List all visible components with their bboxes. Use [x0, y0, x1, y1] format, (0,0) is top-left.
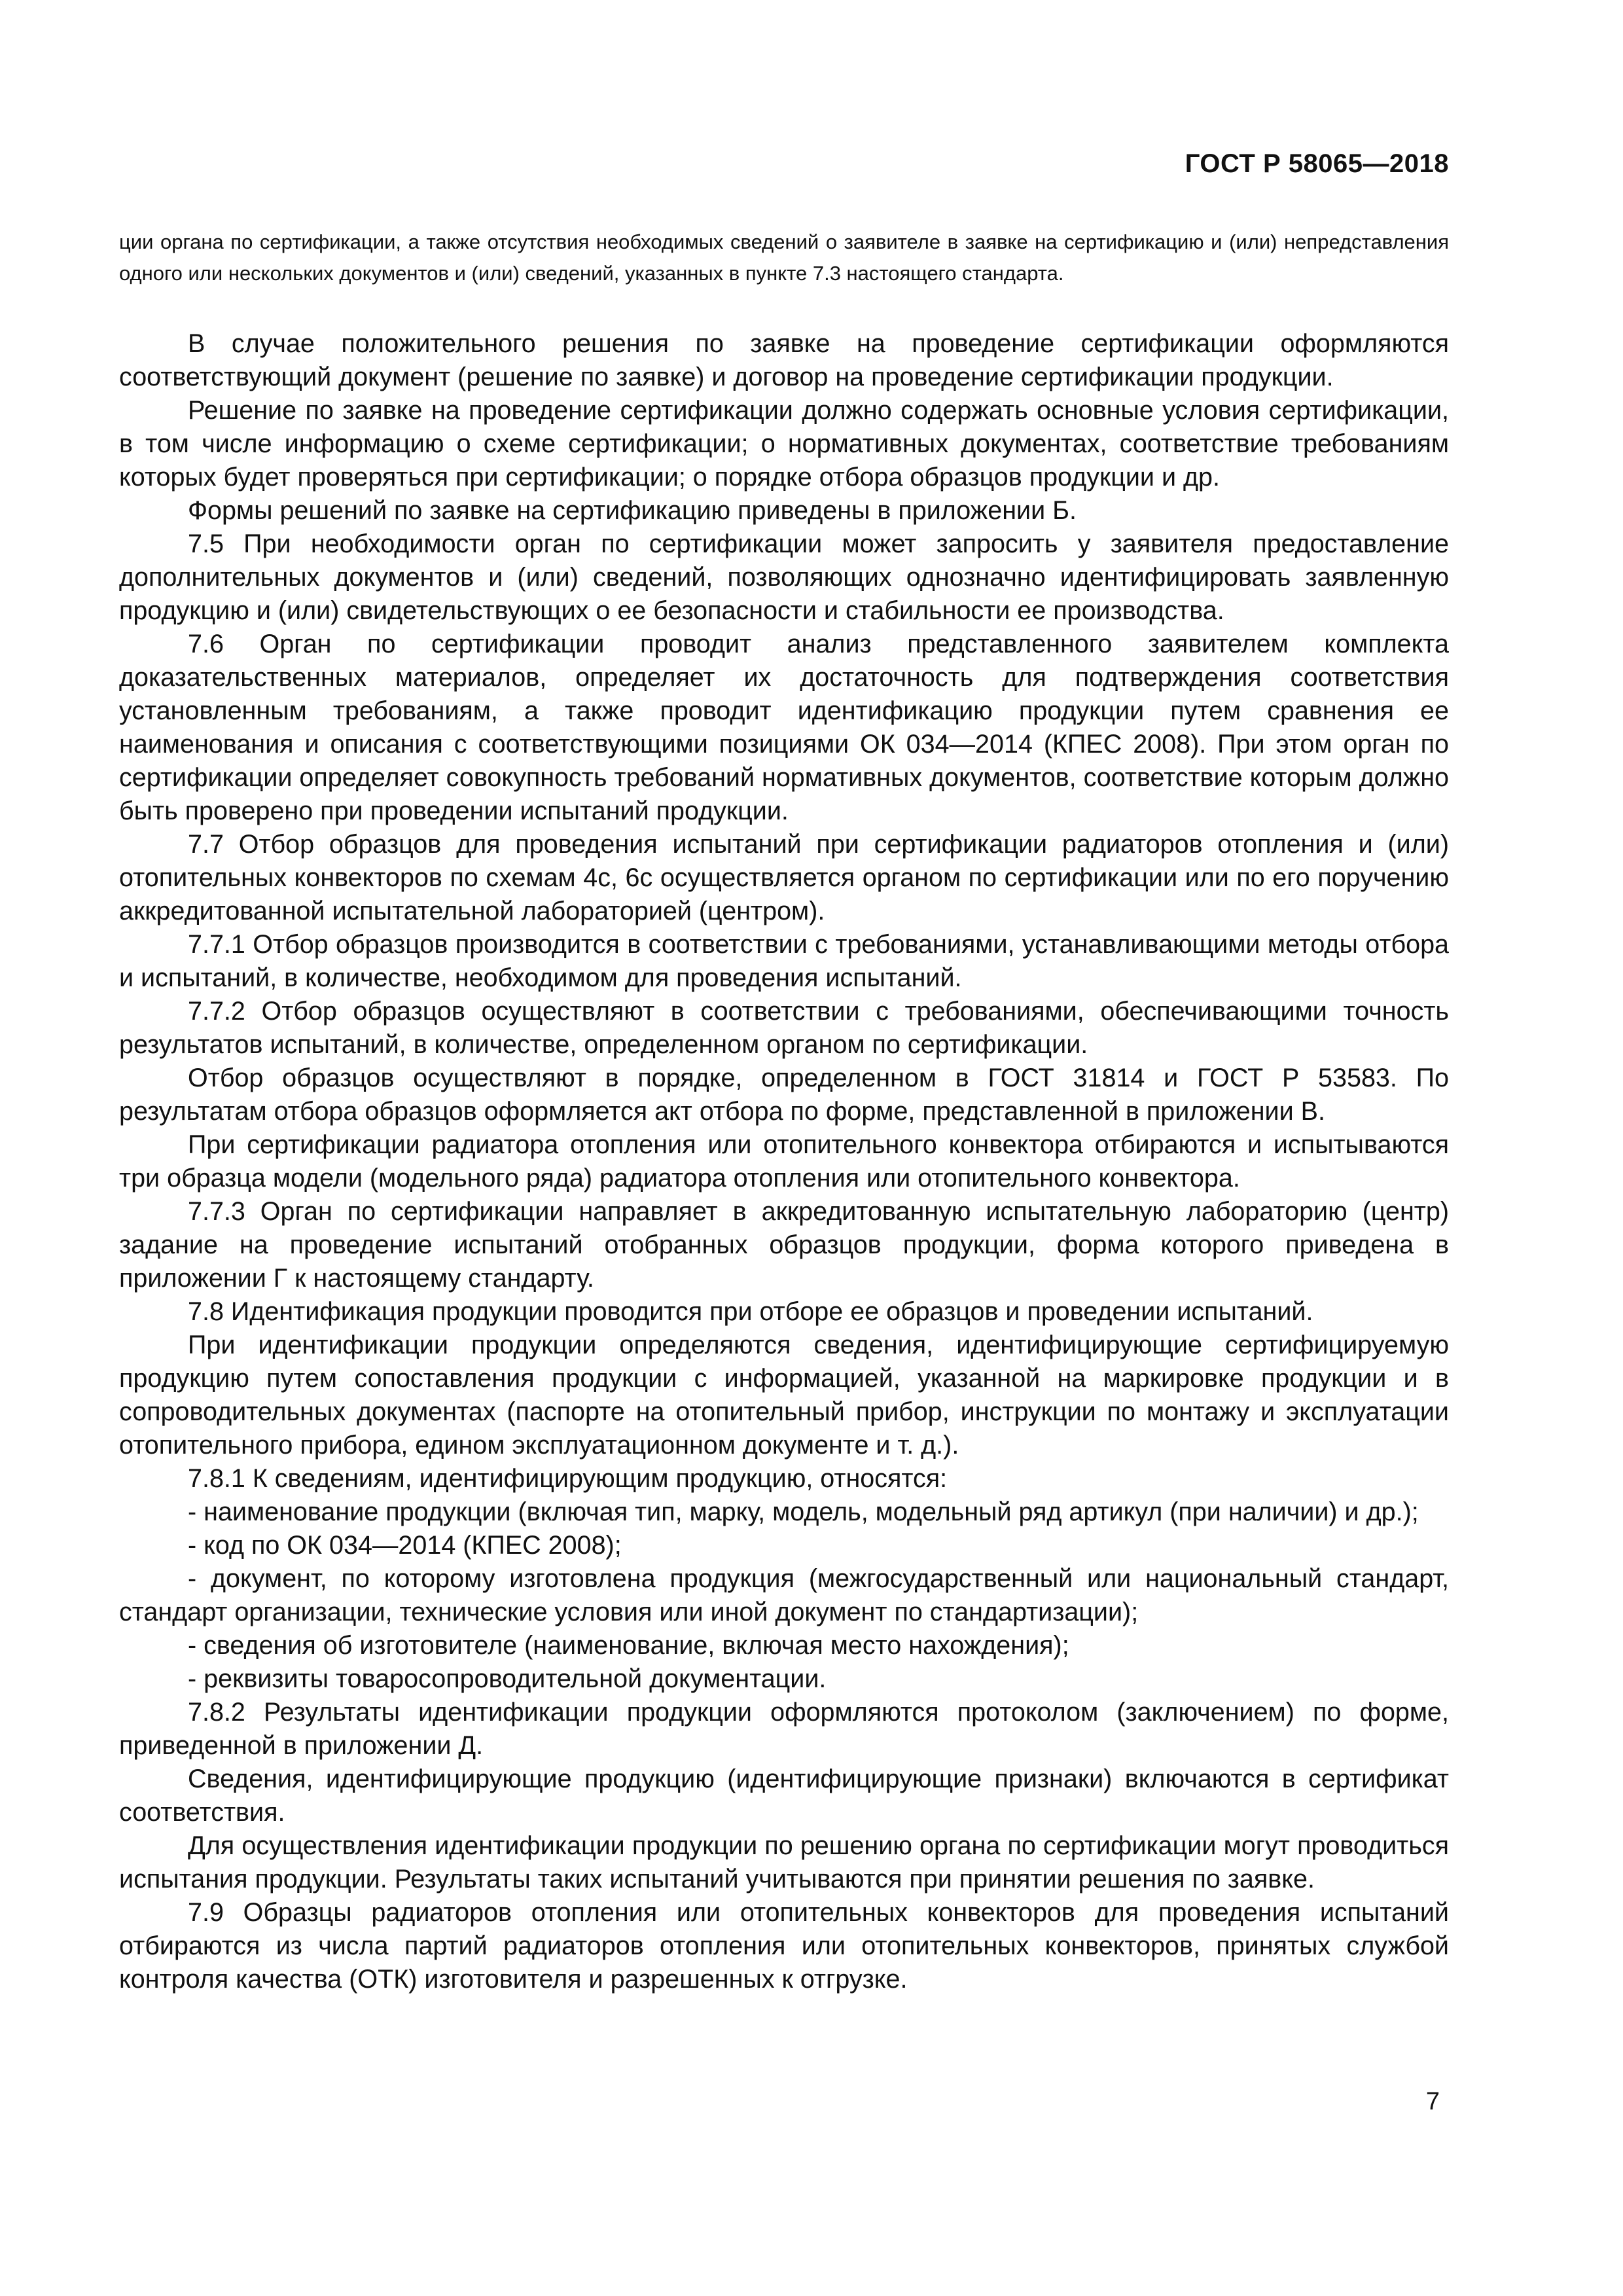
paragraph: При идентификации продукции определяются сведения, идентифицирующие сертифицируемую продукцию путем сопоставления продукции с информацией, указанной на маркировке продукции и в сопроводительных документах (паспорте на отопительный прибор, инструкции по монтажу и эксплуатации отопительного прибора, едином эксплуатационном документе и т. д.). — [119, 1331, 1449, 1460]
paragraph-7-7: 7.7 Отбор образцов для проведения испытаний при сертификации радиаторов отопления и (или) отопительных конвекторов по схемам 4с, 6с осуществляется органом по сертификации или по его поручению аккредитованной испытательной лабораторией (центром). — [119, 830, 1449, 925]
document-body — [119, 327, 1449, 1996]
paragraph-7-6: 7.6 Орган по сертификации проводит анализ представленного заявителем комплекта доказательственных материалов, определяет их достаточность для подтверждения соответствия установленным требованиям, а также проводит идентификацию продукции путем сравнения ее наименования и описания с соответствующими позициями ОК 034—2014 (КПЕС 2008). При этом орган по сертификации определяет совокупность требований нормативных документов, соответствие которым должно быть проверено при проведении испытаний продукции. — [119, 630, 1449, 825]
list-item: - сведения об изготовителе (наименование, включая место нахождения); — [188, 1631, 1069, 1660]
paragraph-7-8-1: 7.8.1 К сведениям, идентифицирующим продукцию, относятся: — [188, 1464, 948, 1493]
paragraph: Для осуществления идентификации продукции по решению органа по сертификации могут проводиться испытания продукции. Результаты таких испытаний учитываются при принятии решения по заявке. — [119, 1831, 1449, 1893]
paragraph: Сведения, идентифицирующие продукцию (идентифицирующие признаки) включаются в сертификат соответствия. — [119, 1765, 1449, 1827]
paragraph-7-9: 7.9 Образцы радиаторов отопления или отопительных конвекторов для проведения испытаний отбираются из числа партий радиаторов отопления или отопительных конвекторов, принятых службой контроля качества (ОТК) изготовителя и разрешенных к отгрузке. — [119, 1898, 1449, 1994]
paragraph: Отбор образцов осуществляют в порядке, определенном в ГОСТ 31814 и ГОСТ Р 53583. По результатам отбора образцов оформляется акт отбора по форме, представленной в приложении В. — [119, 1064, 1449, 1126]
list-item: - код по ОК 034—2014 (КПЕС 2008); — [188, 1531, 622, 1560]
list-item: - документ, по которому изготовлена продукция (межгосударственный или национальный стандарт, стандарт организации, технические условия или иной документ по стандартизации); — [119, 1564, 1449, 1626]
paragraph: Решение по заявке на проведение сертификации должно содержать основные условия сертификации, в том числе информацию о схеме сертификации; о нормативных документах, соответствие требованиям которых будет проверяться при сертификации; о порядке отбора образцов продукции и др. — [119, 396, 1449, 492]
paragraph-7-7-2: 7.7.2 Отбор образцов осуществляют в соответствии с требованиями, обеспечивающими точность результатов испытаний, в количестве, определенном органом по сертификации. — [119, 997, 1449, 1059]
paragraph: При сертификации радиатора отопления или отопительного конвектора отбираются и испытываются три образца модели (модельного ряда) радиатора отопления или отопительного конвектора. — [119, 1130, 1449, 1193]
paragraph-7-7-3: 7.7.3 Орган по сертификации направляет в аккредитованную испытательную лабораторию (центр) задание на проведение испытаний отобранных образцов продукции, форма которого приведена в приложении Г к настоящему стандарту. — [119, 1197, 1449, 1293]
paragraph: Формы решений по заявке на сертификацию приведены в приложении Б. — [188, 496, 1077, 525]
paragraph-7-8-2: 7.8.2 Результаты идентификации продукции оформляются протоколом (заключением) по форме, приведенной в приложении Д. — [119, 1698, 1449, 1760]
paragraph: В случае положительного решения по заявке на проведение сертификации оформляются соответствующий документ (решение по заявке) и договор на проведение сертификации продукции. — [119, 329, 1449, 391]
list-item: - наименование продукции (включая тип, марку, модель, модельный ряд артикул (при наличии) и др.); — [188, 1498, 1419, 1526]
paragraph-7-5: 7.5 При необходимости орган по сертификации может запросить у заявителя предоставление дополнительных документов и (или) сведений, позволяющих однозначно идентифицировать заявленную продукцию и (или) свидетельствующих о ее безопасности и стабильности ее производства. — [119, 529, 1449, 625]
document-header: ГОСТ Р 58065—2018 — [1185, 149, 1449, 178]
list-item: - реквизиты товаросопроводительной документации. — [188, 1664, 827, 1693]
paragraph-7-8: 7.8 Идентификация продукции проводится при отборе ее образцов и проведении испытаний. — [188, 1297, 1313, 1326]
page-number: 7 — [1425, 2088, 1440, 2115]
continuation-text: ции органа по сертификации, а также отсутствия необходимых сведений о заявителе в заявке на сертификацию и (или) непредставления одного или нескольких документов и (или) сведений, указанных в пункте 7.3 настоящего стандарта. — [119, 230, 1449, 285]
paragraph-7-7-1: 7.7.1 Отбор образцов производится в соответствии с требованиями, устанавливающими методы отбора и испытаний, в количестве, необходимом для проведения испытаний. — [119, 930, 1449, 992]
